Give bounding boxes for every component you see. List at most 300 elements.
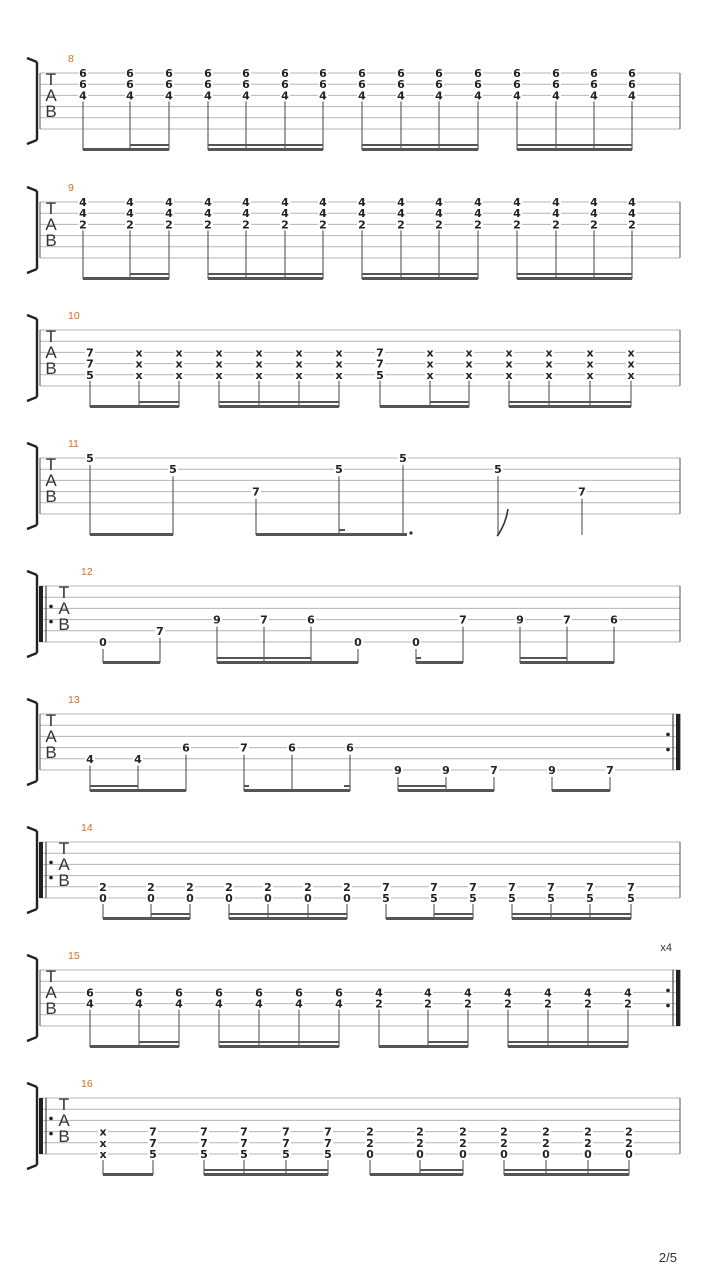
system-bracket	[27, 397, 37, 401]
tab-clef-letter: A	[45, 86, 57, 105]
fret-number: 6	[335, 986, 343, 1000]
system-bracket	[27, 140, 37, 144]
tab-clef-letter: T	[45, 455, 57, 474]
repeat-start-thick-bar	[39, 1098, 43, 1154]
fret-number: 4	[474, 196, 482, 209]
fret-number: 4	[513, 207, 521, 221]
beam	[244, 789, 350, 792]
fret-number: 6	[281, 78, 289, 92]
fret-number: 2	[424, 997, 432, 1011]
fret-number: 7	[200, 1125, 208, 1139]
fret-number: 6	[242, 78, 250, 92]
fret-number: 7	[376, 357, 384, 371]
beam-secondary	[208, 273, 323, 275]
fret-number: x	[99, 1148, 107, 1161]
beam	[379, 1045, 468, 1048]
beam	[362, 148, 478, 151]
fret-number: x	[215, 368, 223, 382]
beam	[509, 405, 631, 408]
fret-number: 5	[547, 892, 555, 905]
beam	[90, 533, 173, 536]
fret-number: x	[465, 346, 473, 360]
system-bracket	[27, 909, 37, 913]
tab-clef-letter: A	[58, 599, 70, 618]
fret-number: 4	[435, 196, 443, 209]
repeat-dot	[666, 1004, 670, 1008]
fret-number: 9	[213, 613, 221, 627]
fret-number: 5	[324, 1148, 332, 1161]
fret-number: 2	[500, 1125, 508, 1139]
beam-secondary	[219, 1041, 339, 1043]
fret-number: 2	[264, 880, 272, 894]
fret-number: x	[135, 368, 143, 382]
beam	[416, 661, 463, 664]
fret-number: 5	[399, 452, 407, 465]
fret-number: 0	[412, 636, 420, 649]
system-bracket	[27, 187, 37, 269]
fret-number: 7	[563, 613, 571, 627]
fret-number: 0	[147, 892, 155, 905]
fret-number: 4	[295, 997, 303, 1011]
beam-secondary	[244, 785, 249, 787]
fret-number: x	[255, 368, 263, 382]
repeat-dot	[49, 876, 53, 880]
repeat-end-thick-bar	[676, 970, 680, 1026]
fret-number: x	[627, 346, 635, 360]
fret-number: x	[255, 346, 263, 360]
system-bracket	[27, 1037, 37, 1041]
fret-number: 2	[366, 1136, 374, 1150]
measure-number: 15	[68, 950, 80, 962]
tab-clef-letter: A	[45, 471, 57, 490]
fret-number: 2	[397, 218, 405, 232]
beam	[90, 405, 179, 408]
fret-number: 4	[590, 207, 598, 221]
tab-clef-letter: T	[58, 1095, 70, 1114]
fret-number: 0	[186, 892, 194, 905]
fret-number: 0	[304, 892, 312, 905]
fret-number: x	[426, 368, 434, 382]
fret-number: 6	[288, 741, 296, 755]
fret-number: 0	[625, 1148, 633, 1161]
fret-number: 7	[282, 1125, 290, 1139]
fret-number: 4	[474, 89, 482, 103]
system-bracket	[27, 315, 37, 397]
fret-number: 7	[149, 1125, 157, 1139]
fret-number: 6	[435, 78, 443, 92]
fret-number: 6	[628, 67, 636, 80]
tab-clef-letter: A	[45, 343, 57, 362]
fret-number: 4	[590, 196, 598, 209]
beam	[83, 277, 169, 280]
fret-number: 4	[165, 196, 173, 209]
fret-number: 4	[319, 196, 327, 209]
fret-number: x	[465, 368, 473, 382]
fret-number: x	[135, 357, 143, 371]
fret-number: 4	[165, 207, 173, 221]
measure-number: 10	[68, 310, 80, 322]
fret-number: 7	[586, 880, 594, 894]
fret-number: 4	[204, 207, 212, 221]
fret-number: 5	[86, 452, 94, 465]
fret-number: 6	[552, 67, 560, 80]
repeat-count: x4	[660, 942, 672, 954]
fret-number: 6	[346, 741, 354, 755]
fret-number: 7	[547, 880, 555, 894]
fret-number: 4	[165, 89, 173, 103]
fret-number: 4	[375, 986, 383, 1000]
beam-secondary	[219, 401, 339, 403]
fret-number: 2	[165, 218, 173, 232]
fret-number: x	[505, 368, 513, 382]
fret-number: 7	[282, 1136, 290, 1150]
beam	[90, 1045, 179, 1048]
beam-secondary	[398, 785, 446, 787]
fret-number: 7	[382, 880, 390, 894]
fret-number: 6	[255, 986, 263, 1000]
fret-number: x	[465, 357, 473, 371]
fret-number: x	[295, 346, 303, 360]
fret-number: 5	[335, 463, 343, 477]
beam-secondary	[420, 1169, 463, 1171]
beam	[103, 917, 190, 920]
fret-number: 6	[165, 78, 173, 92]
beam-secondary	[151, 913, 190, 915]
fret-number: 4	[79, 207, 87, 221]
fret-number: x	[175, 346, 183, 360]
tab-clef-letter: B	[58, 871, 70, 890]
fret-number: 2	[126, 218, 134, 232]
note-flag	[497, 509, 508, 536]
fret-number: 4	[358, 207, 366, 221]
fret-number: x	[505, 357, 513, 371]
fret-number: 4	[464, 986, 472, 1000]
fret-number: 7	[430, 880, 438, 894]
repeat-end-thick-bar	[676, 714, 680, 770]
fret-number: 4	[474, 207, 482, 221]
repeat-dot	[49, 620, 53, 624]
system-bracket	[27, 653, 37, 657]
fret-number: 6	[182, 741, 190, 755]
fret-number: 2	[147, 880, 155, 894]
fret-number: 4	[204, 89, 212, 103]
beam	[208, 148, 323, 151]
fret-number: 4	[435, 207, 443, 221]
fret-number: 7	[508, 880, 516, 894]
beam-secondary	[362, 144, 478, 146]
fret-number: 5	[169, 463, 177, 477]
fret-number: 2	[584, 1136, 592, 1150]
fret-number: 5	[627, 892, 635, 905]
fret-number: 2	[204, 218, 212, 232]
tab-clef-letter: B	[45, 231, 57, 250]
fret-number: 5	[200, 1148, 208, 1161]
fret-number: 4	[126, 207, 134, 221]
fret-number: 6	[319, 78, 327, 92]
fret-number: 6	[126, 67, 134, 80]
tab-clef-letter: A	[45, 727, 57, 746]
fret-number: 4	[126, 196, 134, 209]
fret-number: 2	[504, 997, 512, 1011]
system-bracket	[27, 571, 37, 653]
fret-number: 4	[175, 997, 183, 1011]
fret-number: 7	[156, 624, 164, 638]
fret-number: 5	[86, 368, 94, 382]
beam-secondary	[434, 913, 473, 915]
fret-number: 2	[281, 218, 289, 232]
fret-number: 0	[500, 1148, 508, 1161]
measure-number: 8	[68, 53, 74, 65]
fret-number: 2	[584, 997, 592, 1011]
fret-number: 4	[242, 196, 250, 209]
measure-number: 13	[68, 694, 80, 706]
fret-number: 6	[552, 78, 560, 92]
beam-secondary	[512, 913, 631, 915]
fret-number: 0	[584, 1148, 592, 1161]
fret-number: 6	[513, 78, 521, 92]
beam-secondary	[508, 1041, 628, 1043]
fret-number: x	[545, 368, 553, 382]
beam-secondary	[344, 785, 350, 787]
system-bracket	[27, 1165, 37, 1169]
beam	[103, 661, 160, 664]
fret-number: 2	[590, 218, 598, 232]
beam-secondary	[90, 785, 138, 787]
fret-number: 7	[252, 485, 260, 499]
tab-clef-letter: A	[58, 1111, 70, 1130]
fret-number: 7	[627, 880, 635, 894]
beam	[217, 661, 358, 664]
system-bracket	[27, 1083, 37, 1165]
beam-secondary	[229, 913, 347, 915]
tab-clef-letter: T	[45, 711, 57, 730]
fret-number: 4	[504, 986, 512, 1000]
fret-number: 4	[86, 997, 94, 1011]
repeat-dot	[49, 861, 53, 865]
beam-secondary	[517, 273, 632, 275]
beam	[362, 277, 478, 280]
fret-number: 2	[319, 218, 327, 232]
fret-number: 7	[490, 764, 498, 777]
fret-number: 6	[358, 67, 366, 80]
fret-number: x	[586, 357, 594, 371]
fret-number: 7	[376, 346, 384, 360]
beam	[208, 277, 323, 280]
tab-clef-letter: B	[45, 487, 57, 506]
beam	[219, 405, 339, 408]
fret-number: 6	[79, 67, 87, 80]
fret-number: 4	[397, 196, 405, 209]
tab-clef-letter: A	[58, 855, 70, 874]
fret-number: x	[255, 357, 263, 371]
fret-number: x	[135, 346, 143, 360]
fret-number: x	[295, 368, 303, 382]
fret-number: 2	[542, 1136, 550, 1150]
fret-number: 2	[542, 1125, 550, 1139]
measure-number: 14	[81, 822, 93, 834]
fret-number: 4	[397, 207, 405, 221]
fret-number: 4	[628, 89, 636, 103]
fret-number: 6	[590, 78, 598, 92]
fret-number: 7	[578, 485, 586, 499]
fret-number: 0	[343, 892, 351, 905]
beam-secondary	[130, 273, 169, 275]
fret-number: 0	[264, 892, 272, 905]
fret-number: 7	[469, 880, 477, 894]
fret-number: 2	[416, 1125, 424, 1139]
repeat-dot	[666, 989, 670, 993]
fret-number: x	[99, 1125, 107, 1139]
fret-number: 6	[319, 67, 327, 80]
fret-number: 2	[79, 218, 87, 232]
fret-number: 6	[358, 78, 366, 92]
tab-clef-letter: A	[45, 983, 57, 1002]
fret-number: 6	[610, 613, 618, 627]
fret-number: 7	[260, 613, 268, 627]
repeat-dot	[666, 748, 670, 752]
fret-number: 2	[513, 218, 521, 232]
fret-number: 4	[204, 196, 212, 209]
beam-secondary	[130, 144, 169, 146]
fret-number: 6	[86, 986, 94, 1000]
beam-secondary	[430, 401, 469, 403]
fret-number: 2	[366, 1125, 374, 1139]
beam	[370, 1173, 463, 1176]
fret-number: x	[175, 357, 183, 371]
system-bracket	[27, 827, 37, 909]
fret-number: 4	[358, 196, 366, 209]
fret-number: 4	[552, 207, 560, 221]
beam-secondary	[208, 144, 323, 146]
fret-number: x	[215, 346, 223, 360]
fret-number: x	[426, 357, 434, 371]
beam	[219, 1045, 339, 1048]
beam	[90, 789, 186, 792]
fret-number: 4	[628, 207, 636, 221]
fret-number: 5	[494, 463, 502, 477]
fret-number: 6	[126, 78, 134, 92]
beam	[517, 277, 632, 280]
fret-number: x	[545, 357, 553, 371]
fret-number: 5	[240, 1148, 248, 1161]
fret-number: 6	[474, 78, 482, 92]
tab-clef-letter: B	[45, 999, 57, 1018]
fret-number: 5	[430, 892, 438, 905]
fret-number: 0	[366, 1148, 374, 1161]
fret-number: 9	[394, 764, 402, 777]
fret-number: 4	[424, 986, 432, 1000]
fret-number: x	[505, 346, 513, 360]
fret-number: 4	[86, 752, 94, 766]
tab-clef-letter: T	[45, 70, 57, 89]
beam-secondary	[139, 401, 179, 403]
measure-number: 9	[68, 182, 74, 194]
fret-number: 4	[79, 89, 87, 103]
repeat-dot	[49, 1132, 53, 1136]
fret-number: 4	[281, 207, 289, 221]
fret-number: 4	[628, 196, 636, 209]
fret-number: 2	[99, 880, 107, 894]
fret-number: x	[335, 357, 343, 371]
system-bracket	[27, 58, 37, 140]
fret-number: 6	[135, 986, 143, 1000]
fret-number: 4	[134, 752, 142, 766]
fret-number: 6	[295, 986, 303, 1000]
fret-number: 2	[225, 880, 233, 894]
fret-number: 4	[624, 986, 632, 1000]
fret-number: 2	[474, 218, 482, 232]
beam	[508, 1045, 628, 1048]
fret-number: 2	[500, 1136, 508, 1150]
fret-number: 4	[135, 997, 143, 1011]
fret-number: 4	[552, 89, 560, 103]
fret-number: 5	[469, 892, 477, 905]
tab-clef-letter: A	[45, 215, 57, 234]
fret-number: 4	[281, 89, 289, 103]
beam-secondary	[217, 657, 311, 659]
fret-number: x	[627, 368, 635, 382]
beam-secondary	[520, 657, 567, 659]
system-bracket	[27, 269, 37, 273]
fret-number: 2	[464, 997, 472, 1011]
fret-number: x	[426, 346, 434, 360]
beam-secondary	[504, 1169, 629, 1171]
fret-number: 4	[319, 207, 327, 221]
fret-number: 6	[281, 67, 289, 80]
fret-number: 4	[335, 997, 343, 1011]
fret-number: x	[586, 346, 594, 360]
beam-secondary	[139, 1041, 179, 1043]
fret-number: 6	[215, 986, 223, 1000]
tab-clef-letter: B	[45, 743, 57, 762]
fret-number: 0	[542, 1148, 550, 1161]
fret-number: 6	[435, 67, 443, 80]
fret-number: 6	[474, 67, 482, 80]
fret-number: 4	[397, 89, 405, 103]
beam	[83, 148, 169, 151]
fret-number: 4	[552, 196, 560, 209]
fret-number: 7	[240, 741, 248, 755]
fret-number: 6	[397, 78, 405, 92]
tab-clef-letter: B	[45, 359, 57, 378]
beam	[204, 1173, 328, 1176]
fret-number: 6	[513, 67, 521, 80]
repeat-dot	[666, 733, 670, 737]
fret-number: 6	[307, 613, 315, 627]
fret-number: 9	[516, 613, 524, 627]
fret-number: 2	[435, 218, 443, 232]
fret-number: 5	[149, 1148, 157, 1161]
measure-number: 11	[68, 438, 79, 450]
fret-number: 4	[215, 997, 223, 1011]
fret-number: 6	[79, 78, 87, 92]
fret-number: 6	[628, 78, 636, 92]
fret-number: 2	[628, 218, 636, 232]
beam	[103, 1173, 153, 1176]
fret-number: 6	[397, 67, 405, 80]
system-bracket	[27, 525, 37, 529]
tab-clef-letter: B	[45, 102, 57, 121]
measure-number: 12	[81, 566, 93, 578]
beam-secondary	[517, 144, 632, 146]
beam	[520, 661, 614, 664]
fret-number: 7	[86, 346, 94, 360]
tab-clef-letter: B	[58, 1127, 70, 1146]
fret-number: 7	[200, 1136, 208, 1150]
fret-number: x	[586, 368, 594, 382]
fret-number: 7	[240, 1125, 248, 1139]
repeat-start-thick-bar	[39, 586, 43, 642]
